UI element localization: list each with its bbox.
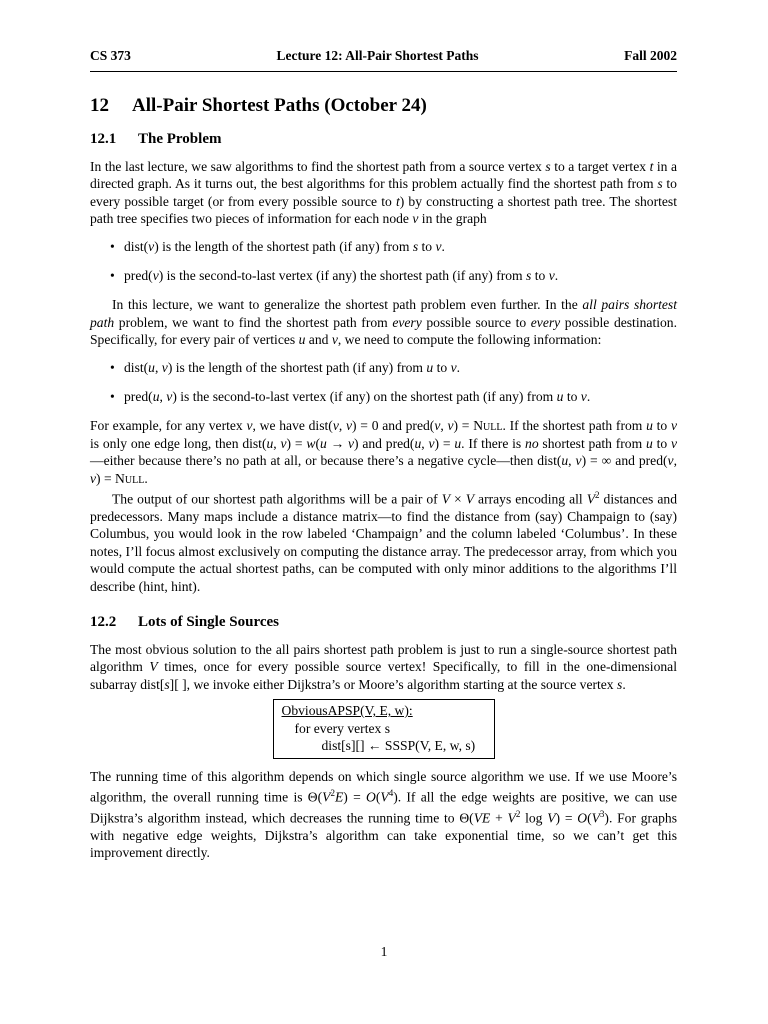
header-rule <box>90 71 677 72</box>
paragraph: The most obvious solution to the all pairs shortest path problem is just to run a single-source shortest path algorithm V times, once for every possible source vertex! Specifically, to fill in the one-dimensional subarray dist[s][ ], we invoke either Dijkstra’s or Moore’s algorithm starting at the source vertex s. <box>90 642 677 692</box>
section-number: 12 <box>90 95 109 116</box>
paragraph: The output of our shortest path algorithms will be a pair of V × V arrays encoding all $V^2$ distances and predecessors. Many maps include a distance matrix—to find the distance from (say) Champaign to (say) Columbus, you would look in the row labeled ‘Champaign’ and the column labeled ‘Columbus’. In these notes, I’ll focus almost exclusively on computing the distance array. The predecessor array, from which you would compute the actual shortest paths, can be computed with only minor additions to the algorithms I’ll describe (hint, hint). <box>90 490 677 594</box>
section-title: All-Pair Shortest Paths (October 24) <box>132 95 427 116</box>
paragraph: In the last lecture, we saw algorithms to find the shortest path from a source vertex s to a target vertex t in a directed graph. As it turns out, the best algorithms for this problem actually find the shortest path from s to every possible target (or from every possible source to t) by constructing a shortest path tree. The shortest path tree specifies two pieces of information for each node v in the graph <box>90 159 677 227</box>
subsection-heading-problem <box>90 129 677 149</box>
header-term: Fall 2002 <box>624 48 677 63</box>
list-item: • dist(v) is the length of the shortest path (if any) from s to v. <box>90 238 677 255</box>
subsection-number: 12.1 <box>90 131 117 147</box>
algorithm-line: dist[s][] ← SSSP(V, E, w, s) <box>321 738 476 754</box>
bullet-list <box>90 238 677 285</box>
paragraph: The running time of this algorithm depends on which single source algorithm we use. If we use Moore’s algorithm, the overall running time is $\Theta(V^2E) = O(V^4)$. If all the edge weights are positive, we can use Dijkstra’s algorithm instead, which decreases the running time to $\Theta(VE + V^2$ $\log V) = O(V^3)$. For graphs with negative edge weights, Dijkstra’s algorithm can take exponential time, so we can’t get this improvement directly. <box>90 768 677 861</box>
subsection-heading-single-sources <box>90 612 677 632</box>
running-header <box>90 48 677 68</box>
algorithm-box <box>273 699 495 758</box>
list-item: • pred(u, v) is the second-to-last vertex (if any) on the shortest path (if any) from u to v. <box>90 388 677 405</box>
list-item: • dist(u, v) is the length of the shortest path (if any) from u to v. <box>90 359 677 376</box>
subsection-title: Lots of Single Sources <box>138 614 279 631</box>
list-item: • pred(v) is the second-to-last vertex (if any) the shortest path (if any) from s to v. <box>90 267 677 284</box>
subsection-title: The Problem <box>138 131 222 147</box>
header-lecture: Lecture 12: All-Pair Shortest Paths <box>276 48 479 63</box>
paragraph: For example, for any vertex v, we have dist(v, v) = 0 and pred(v, v) = Null. If the shortest path from u to v is only one edge long, then dist(u, v) = w(u → v) and pred(u, v) = u. If there is no shortest path from u to v—either because there’s no path at all, or because there’s a negative cycle—then dist(u, v) = ∞ and pred(v, v) = Null. <box>90 418 677 486</box>
subsection-number: 12.2 <box>90 614 117 631</box>
algorithm-title: ObviousAPSP(V, E, w): <box>281 703 413 719</box>
bullet-list <box>90 359 677 406</box>
paragraph: In this lecture, we want to generalize the shortest path problem even further. In the all pairs shortest path problem, we want to find the shortest path from every possible source to every possible destination. Specifically, for every pair of vertices u and v, we need to compute the following information: <box>90 297 677 348</box>
algorithm-line: for every vertex s <box>294 720 390 736</box>
header-course: CS 373 <box>90 48 131 63</box>
page-number: 1 <box>380 944 388 959</box>
section-heading <box>90 94 677 118</box>
page-content <box>90 48 677 862</box>
